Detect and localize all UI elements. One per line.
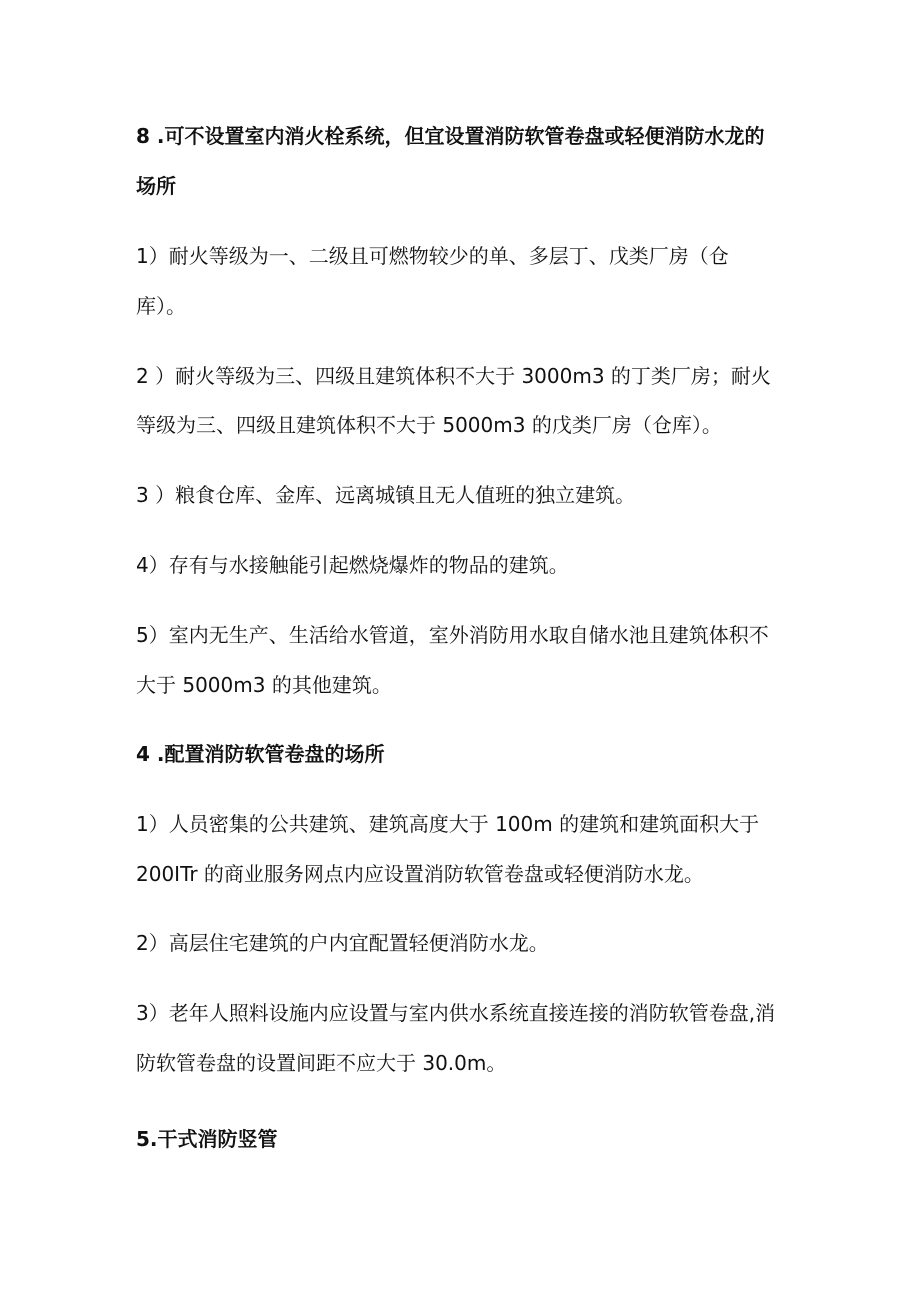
- list-item-4-2: 2）高层住宅建筑的户内宜配置轻便消防水龙。: [136, 931, 549, 955]
- list-item-4-3-line1: 3）老年人照料设施内应设置与室内供水系统直接连接的消防软管卷盘,消: [136, 1001, 776, 1025]
- list-item-8-3: 3 ）粮食仓库、金库、远离城镇且无人值班的独立建筑。: [136, 483, 636, 507]
- list-item-8-2-line2: 等级为三、四级且建筑体积不大于 5000m3 的戊类厂房（仓库）。: [136, 413, 722, 437]
- list-item-8-2-line1: 2 ）耐火等级为三、四级且建筑体积不大于 3000m3 的丁类厂房；耐火: [136, 364, 771, 388]
- list-item-8-1-line1: 1）耐火等级为一、二级且可燃物较少的单、多层丁、戊类厂房（仓: [136, 244, 729, 268]
- section-heading-5: 5.干式消防竖管: [136, 1127, 278, 1151]
- list-item-8-5-line2: 大于 5000m3 的其他建筑。: [136, 673, 392, 697]
- list-item-4-1-line1: 1）人员密集的公共建筑、建筑高度大于 100m 的建筑和建筑面积大于: [136, 812, 760, 836]
- list-item-4-3-line2: 防软管卷盘的设置间距不应大于 30.0m。: [136, 1051, 507, 1075]
- section-heading-8-line2: 场所: [136, 174, 176, 198]
- list-item-8-4: 4）存有与水接触能引起燃烧爆炸的物品的建筑。: [136, 553, 569, 577]
- section-heading-8-line1: 8 .可不设置室内消火栓系统，但宜设置消防软管卷盘或轻便消防水龙的: [136, 124, 765, 148]
- section-heading-4: 4 .配置消防软管卷盘的场所: [136, 742, 385, 766]
- list-item-8-5-line1: 5）室内无生产、生活给水管道，室外消防用水取自储水池且建筑体积不: [136, 623, 769, 647]
- list-item-8-1-line2: 库）。: [136, 294, 186, 318]
- list-item-4-1-line2: 200ITr 的商业服务网点内应设置消防软管卷盘或轻便消防水龙。: [136, 862, 704, 886]
